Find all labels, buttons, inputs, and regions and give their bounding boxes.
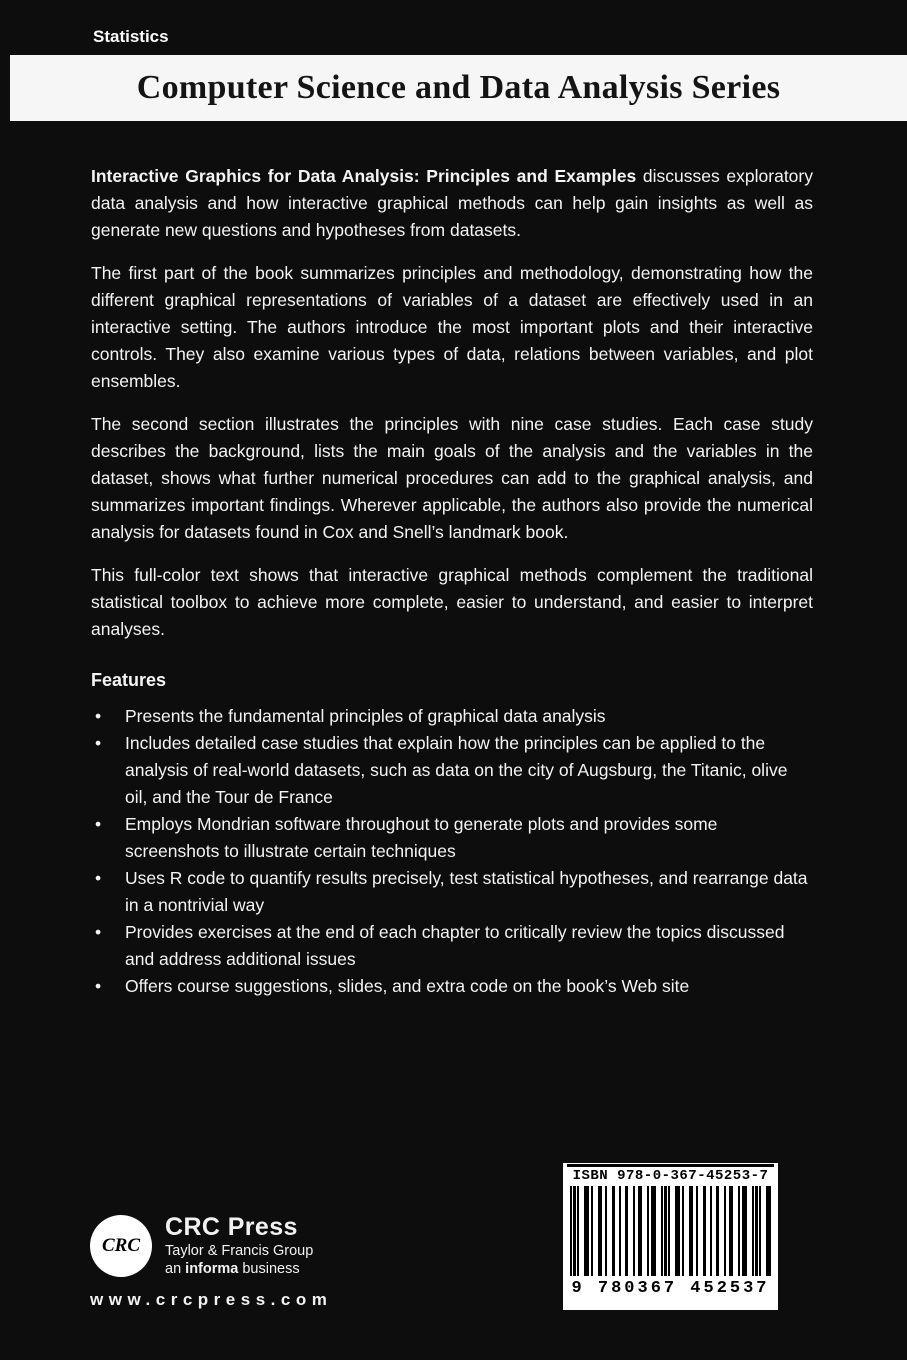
publisher-group: Taylor & Francis Group <box>165 1243 314 1259</box>
barcode-bars <box>570 1186 771 1276</box>
barcode-digits: 9 780367 452537 <box>571 1279 770 1298</box>
informa-bold: informa <box>185 1261 239 1277</box>
feature-item: • Uses R code to quantify results precisely, test statistical hypotheses, and rearrange data in a nontrivial way <box>91 865 813 919</box>
publisher-logo-row <box>90 1214 332 1277</box>
paragraph-1-rest: discusses exploratory data analysis and how interactive graphical methods can help gain insights as well as generate new questions and hypotheses from datasets. <box>91 166 813 240</box>
publisher-block <box>90 1214 332 1310</box>
category-label: Statistics <box>93 27 169 46</box>
paragraph-3: The second section illustrates the principles with nine case studies. Each case study describes the background, lists the main goals of the analysis and the variables in the dataset, shows what further numerical procedures can add to the graphical analysis, and summarizes important findings. Wherever applicable, the authors also provide the numerical analysis for datasets found in Cox and Snell’s landmark book. <box>91 414 813 542</box>
informa-pre: an <box>165 1261 186 1277</box>
feature-item: • Provides exercises at the end of each chapter to critically review the topics discussed and address additional issues <box>91 919 813 973</box>
crc-logo-text: CRC <box>101 1234 141 1256</box>
series-title-band <box>10 55 907 121</box>
barcode <box>563 1163 778 1310</box>
series-title: Computer Science and Data Analysis Series <box>136 69 781 106</box>
informa-post: business <box>238 1261 300 1277</box>
features-list <box>91 703 813 1000</box>
feature-item: • Presents the fundamental principles of graphical data analysis <box>91 703 813 730</box>
feature-item: • Employs Mondrian software throughout to generate plots and provides some screenshots to illustrate certain techniques <box>91 811 813 865</box>
feature-item: • Includes detailed case studies that explain how the principles can be applied to the analysis of real-world datasets, such as data on the city of Augsburg, the Titanic, olive oil, and the Tour de France <box>91 730 813 811</box>
paragraph-4: This full-color text shows that interactive graphical methods complement the traditional statistical toolbox to achieve more complete, easier to understand, and easier to interpret analyses. <box>91 565 813 639</box>
publisher-text <box>165 1214 313 1277</box>
feature-item: • Offers course suggestions, slides, and extra code on the book’s Web site <box>91 973 813 1000</box>
back-cover-text <box>91 163 813 1000</box>
publisher-url: www.crcpress.com <box>90 1290 333 1309</box>
book-title-bold: Interactive Graphics for Data Analysis: Principles and Examples <box>91 166 637 186</box>
paragraph-1 <box>91 163 813 244</box>
crc-logo <box>90 1215 152 1277</box>
publisher-name: CRC Press <box>165 1213 298 1241</box>
publisher-informa-line <box>165 1261 313 1277</box>
paragraph-2: The first part of the book summarizes principles and methodology, demonstrating how the different graphical representations of variables of a dataset are effectively used in an interactive setting. The authors introduce the most important plots and their interactive controls. They also examine various types of data, relations between variables, and plot ensembles. <box>91 263 813 391</box>
isbn-label: ISBN 978-0-367-45253-7 <box>567 1164 774 1184</box>
features-heading: Features <box>91 670 167 690</box>
